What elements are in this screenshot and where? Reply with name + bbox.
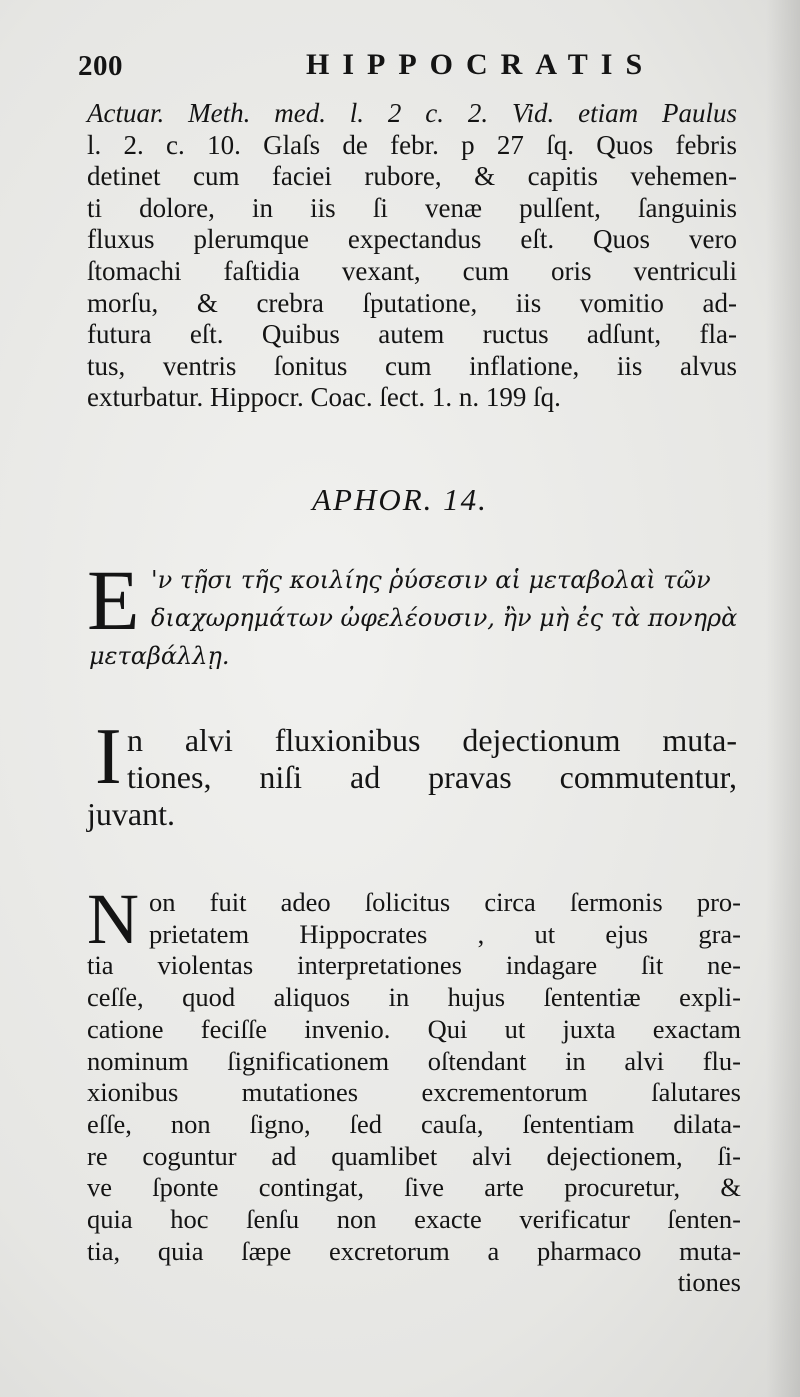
latin-aphorism: [87, 713, 737, 833]
text-line: fluxus plerumque expectandus eſt. Quos vero: [87, 224, 737, 255]
text-line: catione feciſſe invenio. Qui ut juxta exactam: [87, 1013, 741, 1044]
text-line: tus, ventris ſonitus cum inflatione, iis alvus: [87, 350, 737, 381]
text-line: eſſe, non ſigno, ſed cauſa, ſententiam dilata-: [87, 1108, 741, 1139]
text-line: ti dolore, in iis ſi venæ pulſent, ſanguinis: [87, 192, 737, 223]
aphorism-title: APHOR. 14.: [312, 482, 488, 517]
commentary-paragraph: [87, 879, 741, 1299]
text-line: juvant.: [87, 796, 175, 832]
text-line: prietatem Hippocrates , ut ejus gra-: [149, 918, 741, 949]
text-line: tia, quia ſæpe excretorum a pharmaco muta-: [87, 1235, 741, 1266]
catchword: tiones: [677, 1267, 741, 1298]
greek-line: 'ν τῇσι τῆς κοιλίης ῥύσεσιν αἱ μεταβολαὶ τῶν: [151, 566, 711, 594]
text-line: l. 2. c. 10. Glaſs de febr. p 27 ſq. Quos febris: [87, 129, 737, 160]
gutter-shadow: [766, 0, 800, 1397]
commentary-dropcap: N: [87, 879, 139, 959]
text-line: detinet cum faciei rubore, & capitis vehemen-: [87, 161, 737, 192]
text-line: tiones, niſi ad pravas commutentur,: [127, 759, 737, 795]
text-line: morſu, & crebra ſputatione, iis vomitio ad-: [87, 287, 737, 318]
greek-line: μεταβάλλῃ.: [89, 642, 230, 670]
text-line: quia hoc ſenſu non exacte verificatur ſenten-: [87, 1204, 741, 1235]
greek-aphorism: [87, 552, 738, 670]
top-paragraph: [87, 98, 737, 414]
running-title: HIPPOCRATIS: [306, 48, 656, 81]
greek-dropcap: E: [87, 552, 140, 648]
page-number: 200: [78, 50, 123, 82]
greek-line: διαχωρημάτων ὠφελέουσιν, ἢν μὴ ἐς τὰ πονηρὰ: [151, 604, 738, 632]
text-line: Actuar. Meth. med. l. 2 c. 2. Vid. etiam Paulus: [87, 98, 737, 128]
text-line: exturbatur. Hippocr. Coac. ſect. 1. n. 199 ſq.: [87, 382, 561, 413]
text-line: tia violentas interpretationes indagare ſit ne-: [87, 950, 741, 981]
text-line: ſtomachi faſtidia vexant, cum oris ventriculi: [87, 255, 737, 286]
latin-dropcap: I: [95, 713, 122, 801]
text-line: n alvi fluxionibus dejectionum muta-: [127, 722, 737, 758]
text-line: ve ſponte contingat, ſive arte procuretur, &: [87, 1172, 741, 1203]
text-line: xionibus mutationes excrementorum ſalutares: [87, 1077, 741, 1108]
text-line: on fuit adeo ſolicitus circa ſermonis pro-: [149, 887, 741, 917]
page-header: [78, 50, 758, 90]
text-line: nominum ſignificationem oſtendant in alvi flu-: [87, 1045, 741, 1076]
text-line: re coguntur ad quamlibet alvi dejectionem, ſi-: [87, 1140, 741, 1171]
text-line: futura eſt. Quibus autem ructus adſunt, fla-: [87, 319, 737, 350]
text-line: ceſſe, quod aliquos in hujus ſententiæ expli-: [87, 982, 741, 1013]
